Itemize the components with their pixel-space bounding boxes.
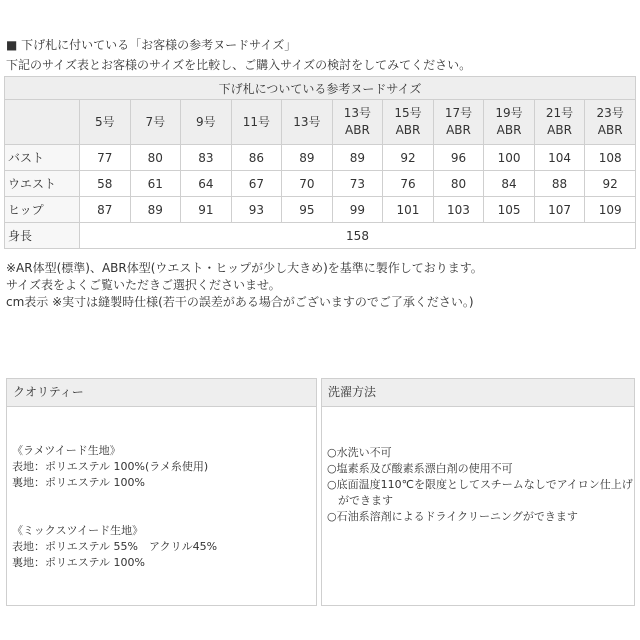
size-header-text: 7号 <box>145 114 166 129</box>
size-header-text: ABR <box>547 123 572 137</box>
quality-body <box>7 407 316 571</box>
size-header-text: ABR <box>496 123 522 137</box>
size-cell: 89 <box>332 145 383 171</box>
size-table-caption: 下げ札についている参考ヌードサイズ <box>5 77 636 100</box>
size-header-cell <box>534 100 585 145</box>
size-header-text: 17号 <box>444 106 473 120</box>
size-header-blank <box>5 100 80 145</box>
size-row-label: ウエスト <box>5 171 80 197</box>
size-row <box>5 171 636 197</box>
size-header-text: 11号 <box>242 114 270 129</box>
size-cell: 84 <box>484 171 535 197</box>
size-header-text: ABR <box>395 123 421 137</box>
size-cell: 76 <box>383 171 434 197</box>
size-cell: 77 <box>80 145 131 171</box>
size-header-text: 19号 <box>495 106 523 120</box>
size-cell: 70 <box>282 171 333 197</box>
size-cell: 83 <box>181 145 232 171</box>
washing-line: ができます <box>327 494 393 507</box>
fabric-group-name: 《ラメツイード生地》 <box>12 444 121 457</box>
size-cell: 89 <box>282 145 333 171</box>
size-cell: 64 <box>181 171 232 197</box>
washing-title: 洗濯方法 <box>322 379 634 407</box>
washing-line: ○石油系溶剤によるドライクリーニングができます <box>327 510 578 523</box>
size-cell: 88 <box>534 171 585 197</box>
size-header-cell <box>181 100 232 145</box>
washing-line: ○水洗い不可 <box>327 446 392 459</box>
size-row <box>5 145 636 171</box>
size-header-text: ABR <box>597 123 623 137</box>
fabric-group-name: 《ミックスツイード生地》 <box>12 524 144 537</box>
size-header-cell <box>484 100 535 145</box>
size-header-cell <box>80 100 131 145</box>
size-cell: 80 <box>130 145 181 171</box>
size-cell: 67 <box>231 171 282 197</box>
size-header-text: ABR <box>345 123 370 137</box>
note-line: ※AR体型(標準)、ABR体型(ウエスト・ヒップが少し大きめ)を基準に製作しております。 <box>6 261 483 275</box>
size-cell: 92 <box>383 145 434 171</box>
note-line: cm表示 ※実寸は縫製時仕様(若干の誤差がある場合がございますのでご了承ください。) <box>6 295 474 309</box>
size-cell: 101 <box>383 197 434 223</box>
size-cell: 104 <box>534 145 585 171</box>
size-cell: 95 <box>282 197 333 223</box>
size-cell: 86 <box>231 145 282 171</box>
size-header-text: 13号 <box>293 114 321 129</box>
height-value: 158 <box>80 223 636 249</box>
quality-title: クオリティー <box>7 379 316 407</box>
size-row-label: ヒップ <box>5 197 80 223</box>
size-header-cell <box>130 100 181 145</box>
size-cell: 108 <box>585 145 636 171</box>
size-header-text: 13号 <box>343 106 372 120</box>
washing-line: ○塩素系及び酸素系漂白剤の使用不可 <box>327 462 513 475</box>
size-cell: 58 <box>80 171 131 197</box>
size-header-cell <box>433 100 484 145</box>
size-table <box>4 76 636 249</box>
size-cell: 80 <box>433 171 484 197</box>
size-row-label: バスト <box>5 145 80 171</box>
size-row <box>5 197 636 223</box>
size-cell: 73 <box>332 171 383 197</box>
size-cell: 105 <box>484 197 535 223</box>
fabric-line: 裏地：ポリエステル 100% <box>12 476 145 489</box>
fabric-line: 表地：ポリエステル 55% アクリル45% <box>12 540 218 553</box>
washing-line: ○底面温度110℃を限度としてスチームなしでアイロン仕上げ <box>327 478 633 491</box>
size-header-text: 21号 <box>545 106 574 120</box>
note-line: サイズ表をよくご覧いただきご選択くださいませ。 <box>6 278 281 292</box>
washing-body <box>322 407 634 525</box>
height-label: 身長 <box>5 223 80 249</box>
size-cell: 91 <box>181 197 232 223</box>
size-header-row <box>5 100 636 145</box>
size-header-text: 23号 <box>596 106 624 120</box>
section-heading: ■ 下げ札に付いている「お客様の参考ヌードサイズ」 <box>6 38 297 52</box>
size-cell: 96 <box>433 145 484 171</box>
fabric-line: 表地：ポリエステル 100%(ラメ糸使用) <box>12 460 209 473</box>
size-cell: 89 <box>130 197 181 223</box>
size-header-text: 5号 <box>94 114 115 129</box>
size-cell: 99 <box>332 197 383 223</box>
quality-panel <box>6 378 317 606</box>
size-cell: 109 <box>585 197 636 223</box>
washing-panel <box>321 378 635 606</box>
size-header-cell <box>282 100 333 145</box>
size-cell: 87 <box>80 197 131 223</box>
fabric-line: 裏地：ポリエステル 100% <box>12 556 145 569</box>
size-cell: 92 <box>585 171 636 197</box>
size-notes <box>6 260 483 311</box>
size-header-text: 15号 <box>394 106 422 120</box>
size-header-cell <box>332 100 383 145</box>
size-header-cell <box>383 100 434 145</box>
size-header-cell <box>231 100 282 145</box>
size-cell: 61 <box>130 171 181 197</box>
size-header-text: 9号 <box>196 114 216 129</box>
size-cell: 103 <box>433 197 484 223</box>
size-cell: 100 <box>484 145 535 171</box>
section-subheading: 下記のサイズ表とお客様のサイズを比較し、ご購入サイズの検討をしてみてください。 <box>6 58 472 72</box>
size-cell: 107 <box>534 197 585 223</box>
size-header-text: ABR <box>446 123 471 137</box>
size-header-cell <box>585 100 636 145</box>
size-cell: 93 <box>231 197 282 223</box>
